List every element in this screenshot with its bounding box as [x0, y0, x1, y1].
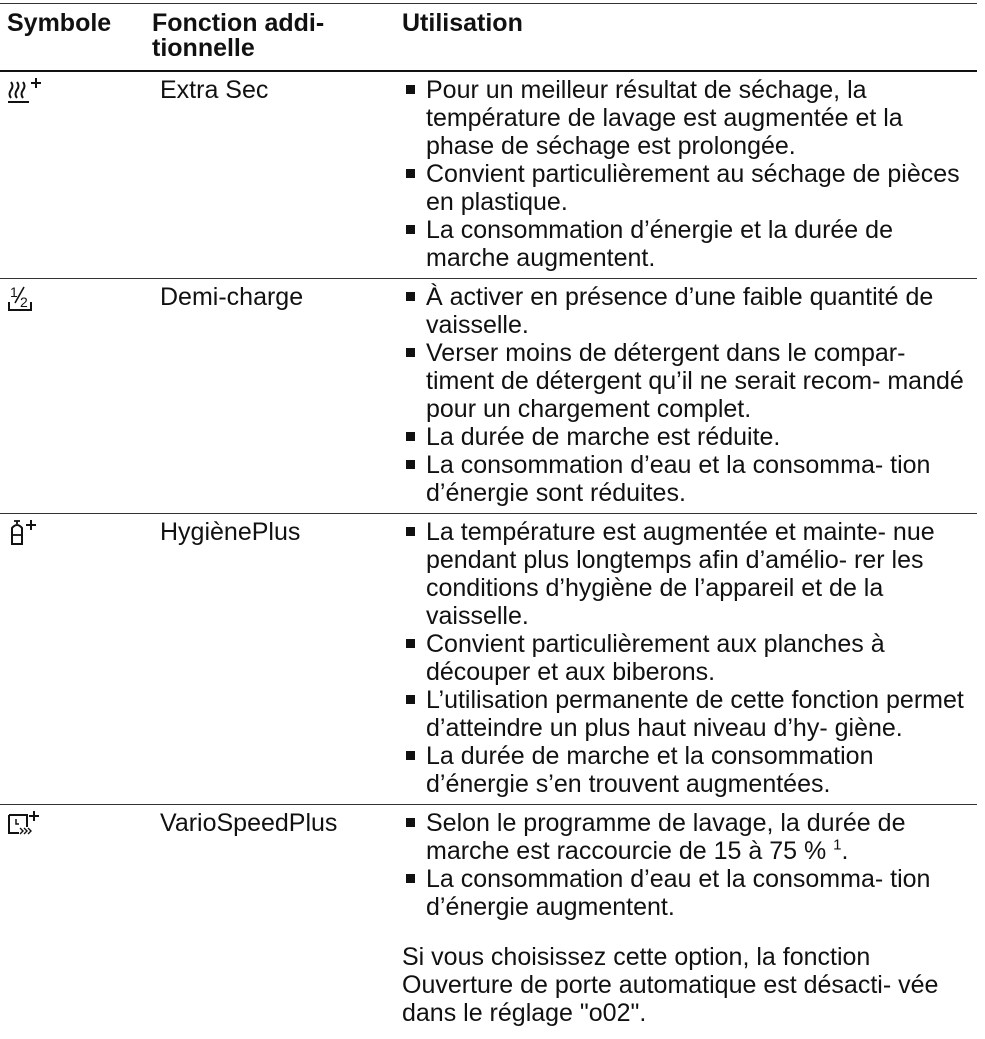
vario-speed-plus-icon: [7, 809, 53, 835]
list-item: La consommation d’eau et la consomma- tion d’énergie sont réduites.: [402, 451, 977, 507]
usage-cell: [402, 514, 977, 805]
list-item: Pour un meilleur résultat de séchage, la température de lavage est augmentée et la phase de séchage est prolongée.: [402, 76, 977, 160]
svg-text:1: 1: [10, 284, 18, 300]
note-text: Si vous choisissez cette option, la fonction Ouverture de porte automatique est désacti- vée dans le réglage "o02".: [402, 943, 939, 1027]
list-item: La consommation d’énergie et la durée de marche augmentent.: [402, 216, 977, 272]
list-item: La durée de marche et la consommation d’énergie s’en trouvent augmentées.: [402, 742, 977, 798]
function-name: VarioSpeedPlus: [160, 809, 338, 837]
header-symbol: Symbole: [0, 4, 152, 72]
symbol-cell: [0, 71, 152, 279]
list-item: [402, 809, 977, 865]
usage-cell: [402, 805, 977, 1034]
function-name: HygiènePlus: [152, 514, 402, 805]
list-item: La durée de marche est réduite.: [402, 423, 977, 451]
list-item: La température est augmentée et mainte- nue pendant plus longtemps afin d’amélio- rer les conditions d’hygiène de l’appareil et de la vaisselle.: [402, 518, 977, 630]
table-row: [0, 279, 977, 514]
hygiene-plus-icon: [7, 518, 53, 544]
extra-dry-icon: [7, 76, 53, 102]
list-item: Verser moins de détergent dans le compar- timent de détergent qu’il ne serait recom- mandé pour un chargement complet.: [402, 339, 977, 423]
svg-text:2: 2: [20, 294, 28, 310]
half-load-icon: [7, 283, 53, 309]
header-function-text: Fonction addi- tionnelle: [152, 9, 325, 62]
table-header-row: [0, 4, 977, 72]
usage-cell: [402, 71, 977, 279]
table-row: [0, 71, 977, 279]
symbol-cell: [0, 514, 152, 805]
usage-cell: [402, 279, 977, 514]
header-function: [152, 4, 402, 72]
list-item: La consommation d’eau et la consomma- tion d’énergie augmentent.: [402, 865, 977, 921]
list-item-text: Selon le programme de lavage, la durée de marche est raccourcie de 15 à 75 %: [426, 809, 906, 865]
function-name: Demi-charge: [152, 279, 402, 514]
symbol-cell: [0, 279, 152, 514]
usage-list: [402, 76, 977, 272]
function-name: Extra Sec: [152, 71, 402, 279]
footnote-ref: 1: [833, 836, 842, 854]
list-item-end: .: [841, 837, 849, 865]
list-item: L’utilisation permanente de cette fonction permet d’atteindre un plus haut niveau d’hy- giène.: [402, 686, 977, 742]
table-row: [0, 805, 977, 1034]
list-item: À activer en présence d’une faible quantité de vaisselle.: [402, 283, 977, 339]
additional-functions-table: [0, 3, 977, 1033]
symbol-cell: [0, 805, 152, 1034]
table-row: [0, 514, 977, 805]
usage-list: [402, 283, 977, 507]
usage-list: [402, 518, 977, 798]
header-usage: Utilisation: [402, 4, 977, 72]
usage-list: [402, 809, 977, 921]
list-item: Convient particulièrement au séchage de pièces en plastique.: [402, 160, 977, 216]
list-item: Convient particulièrement aux planches à découper et aux biberons.: [402, 630, 977, 686]
